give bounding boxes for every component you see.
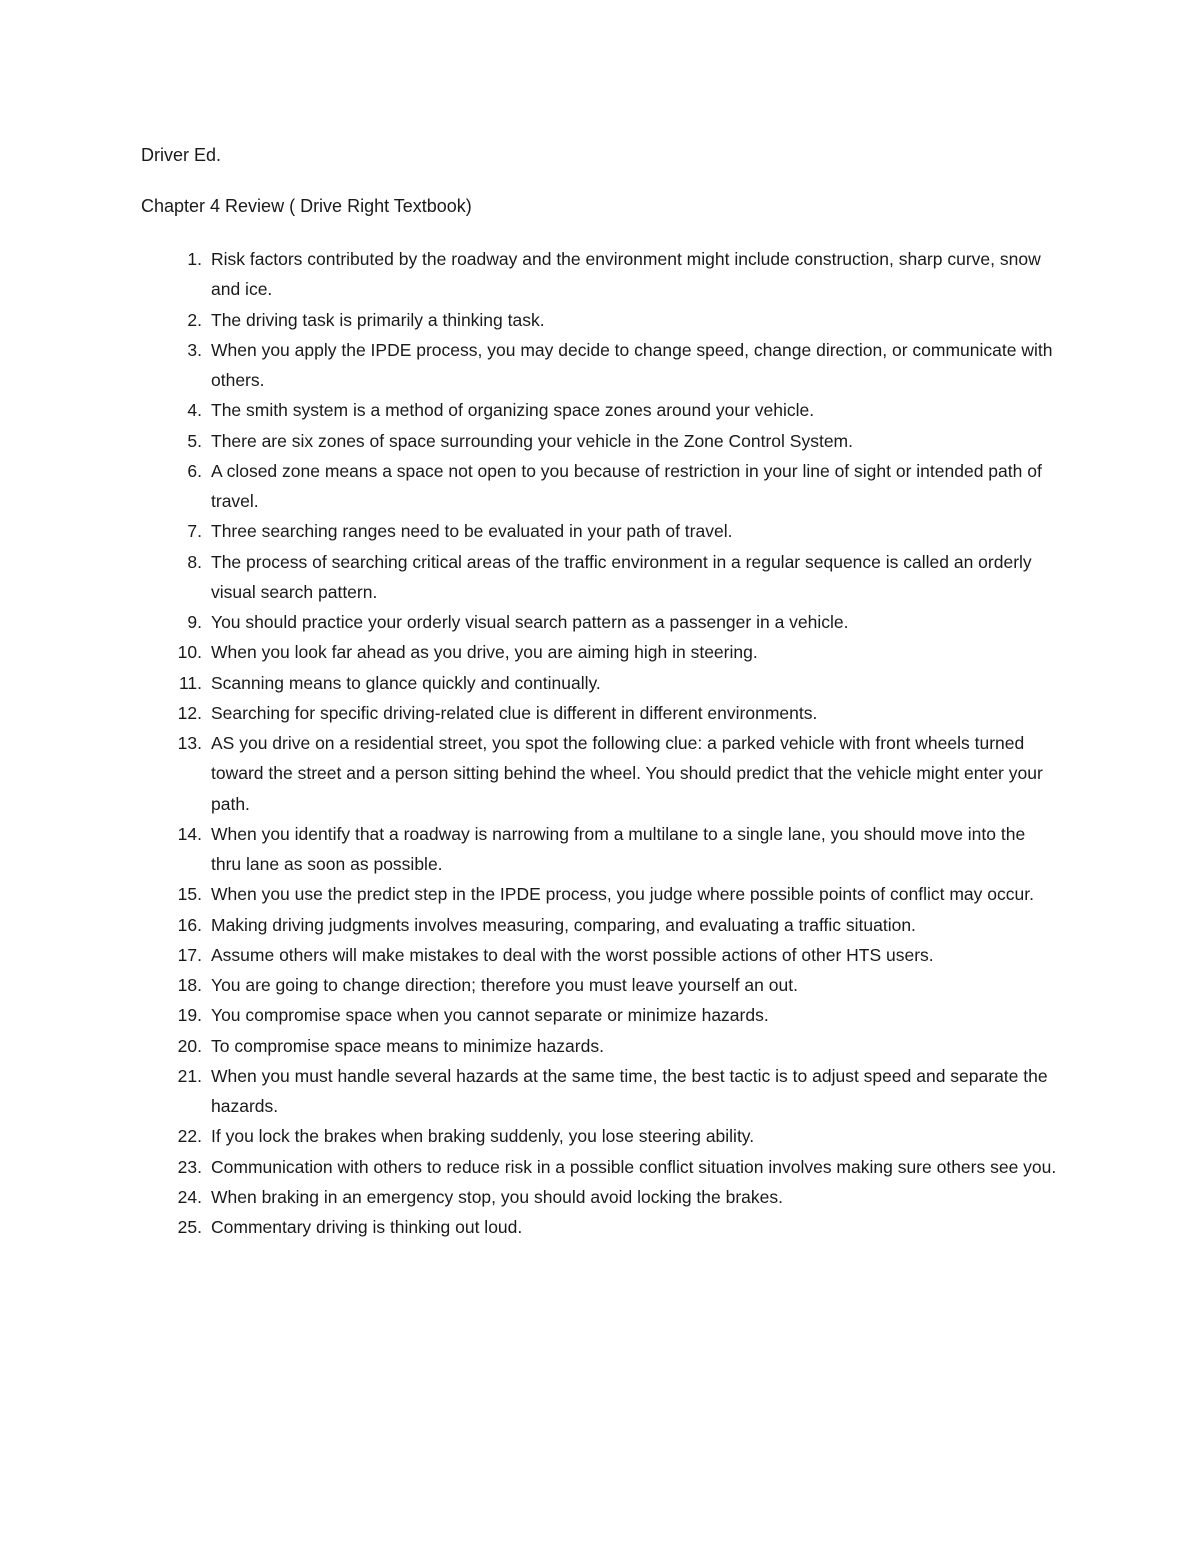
- item-number: 20.: [177, 1035, 202, 1056]
- review-item: [0, 1121, 1200, 1151]
- item-number: 6.: [187, 460, 202, 481]
- item-text: Communication with others to reduce risk in a possible conflict situation involves making sure others see you.: [211, 1156, 1057, 1177]
- item-text: You should practice your orderly visual search pattern as a passenger in a vehicle.: [211, 612, 849, 632]
- item-text: When you use the predict step in the IPDE process, you judge where possible points of conflict may occur.: [211, 884, 1034, 905]
- item-number: 21.: [177, 1065, 202, 1086]
- review-item: [0, 728, 1200, 819]
- review-item: [0, 1061, 1200, 1122]
- item-number: 5.: [187, 430, 202, 451]
- item-number: 22.: [177, 1126, 202, 1147]
- review-item: [0, 305, 1200, 335]
- item-text: Risk factors contributed by the roadway and the environment might include construction, sharp curve, snow and ice.: [211, 249, 1041, 300]
- review-item: [0, 426, 1200, 456]
- item-number: 15.: [177, 884, 202, 905]
- item-text: Assume others will make mistakes to deal with the worst possible actions of other HTS users.: [211, 944, 934, 965]
- document-subtitle: Chapter 4 Review ( Drive Right Textbook): [141, 196, 472, 216]
- item-text: When braking in an emergency stop, you should avoid locking the brakes.: [211, 1186, 783, 1207]
- item-number: 25.: [177, 1217, 202, 1237]
- item-text: There are six zones of space surrounding your vehicle in the Zone Control System.: [211, 430, 853, 451]
- item-text: AS you drive on a residential street, you spot the following clue: a parked vehicle with front wheels turned toward the street and a person sitting behind the wheel. You should predict that the vehicle might enter your path.: [211, 733, 1043, 814]
- item-number: 18.: [177, 975, 202, 995]
- item-text: Three searching ranges need to be evaluated in your path of travel.: [211, 521, 733, 542]
- item-number: 11.: [178, 672, 202, 693]
- item-number: 2.: [187, 309, 202, 330]
- item-text: The smith system is a method of organizing space zones around your vehicle.: [211, 400, 815, 421]
- item-number: 9.: [187, 612, 202, 632]
- review-item: [0, 607, 1200, 637]
- item-number: 24.: [177, 1186, 202, 1207]
- item-text: You compromise space when you cannot separate or minimize hazards.: [211, 1005, 769, 1026]
- review-item: [0, 335, 1200, 396]
- review-item: [0, 637, 1200, 667]
- review-item: [0, 819, 1200, 880]
- review-item: [0, 395, 1200, 425]
- item-text: Making driving judgments involves measuring, comparing, and evaluating a traffic situation.: [211, 914, 916, 935]
- item-number: 7.: [187, 521, 202, 542]
- item-text: The driving task is primarily a thinking task.: [211, 309, 545, 330]
- item-text: When you look far ahead as you drive, you are aiming high in steering.: [211, 642, 758, 663]
- item-text: Searching for specific driving-related clue is different in different environments.: [211, 702, 818, 723]
- item-text: To compromise space means to minimize hazards.: [211, 1035, 604, 1056]
- item-text: A closed zone means a space not open to you because of restriction in your line of sight or intended path of travel.: [211, 460, 1042, 511]
- item-number: 3.: [187, 339, 202, 360]
- review-item: [0, 1000, 1200, 1030]
- item-text: Commentary driving is thinking out loud.: [211, 1217, 523, 1237]
- review-item: [0, 1182, 1200, 1212]
- review-item: [0, 910, 1200, 940]
- item-text: When you must handle several hazards at the same time, the best tactic is to adjust speed and separate the hazards.: [211, 1065, 1048, 1116]
- item-number: 13.: [177, 733, 202, 753]
- review-item: [0, 698, 1200, 728]
- item-number: 17.: [177, 944, 202, 965]
- item-number: 8.: [187, 551, 202, 572]
- item-text: If you lock the brakes when braking suddenly, you lose steering ability.: [211, 1126, 755, 1147]
- review-item: [0, 1031, 1200, 1061]
- review-item: [0, 456, 1200, 517]
- item-text: Scanning means to glance quickly and continually.: [211, 672, 601, 693]
- item-number: 23.: [177, 1156, 202, 1177]
- item-number: 19.: [177, 1005, 202, 1026]
- item-number: 16.: [177, 914, 202, 935]
- item-number: 1.: [187, 249, 202, 269]
- document-title: Driver Ed.: [141, 145, 222, 165]
- item-number: 14.: [177, 823, 202, 844]
- review-item: [0, 1152, 1200, 1182]
- item-text: When you apply the IPDE process, you may decide to change speed, change direction, or communicate with others.: [211, 339, 1053, 390]
- review-item: [0, 547, 1200, 608]
- review-item: [0, 970, 1200, 1000]
- review-item: [0, 244, 1200, 305]
- item-number: 4.: [187, 400, 202, 421]
- review-item: [0, 940, 1200, 970]
- item-number: 10.: [177, 642, 202, 663]
- item-text: The process of searching critical areas of the traffic environment in a regular sequence is called an orderly visual search pattern.: [211, 551, 1032, 602]
- item-text: You are going to change direction; therefore you must leave yourself an out.: [211, 975, 798, 995]
- review-item: [0, 1212, 1200, 1242]
- item-text: When you identify that a roadway is narrowing from a multilane to a single lane, you should move into the thru lane as soon as possible.: [211, 823, 1026, 874]
- item-number: 12.: [177, 702, 202, 723]
- review-item: [0, 879, 1200, 909]
- review-list: [0, 244, 1200, 1242]
- review-item: [0, 668, 1200, 698]
- review-item: [0, 516, 1200, 546]
